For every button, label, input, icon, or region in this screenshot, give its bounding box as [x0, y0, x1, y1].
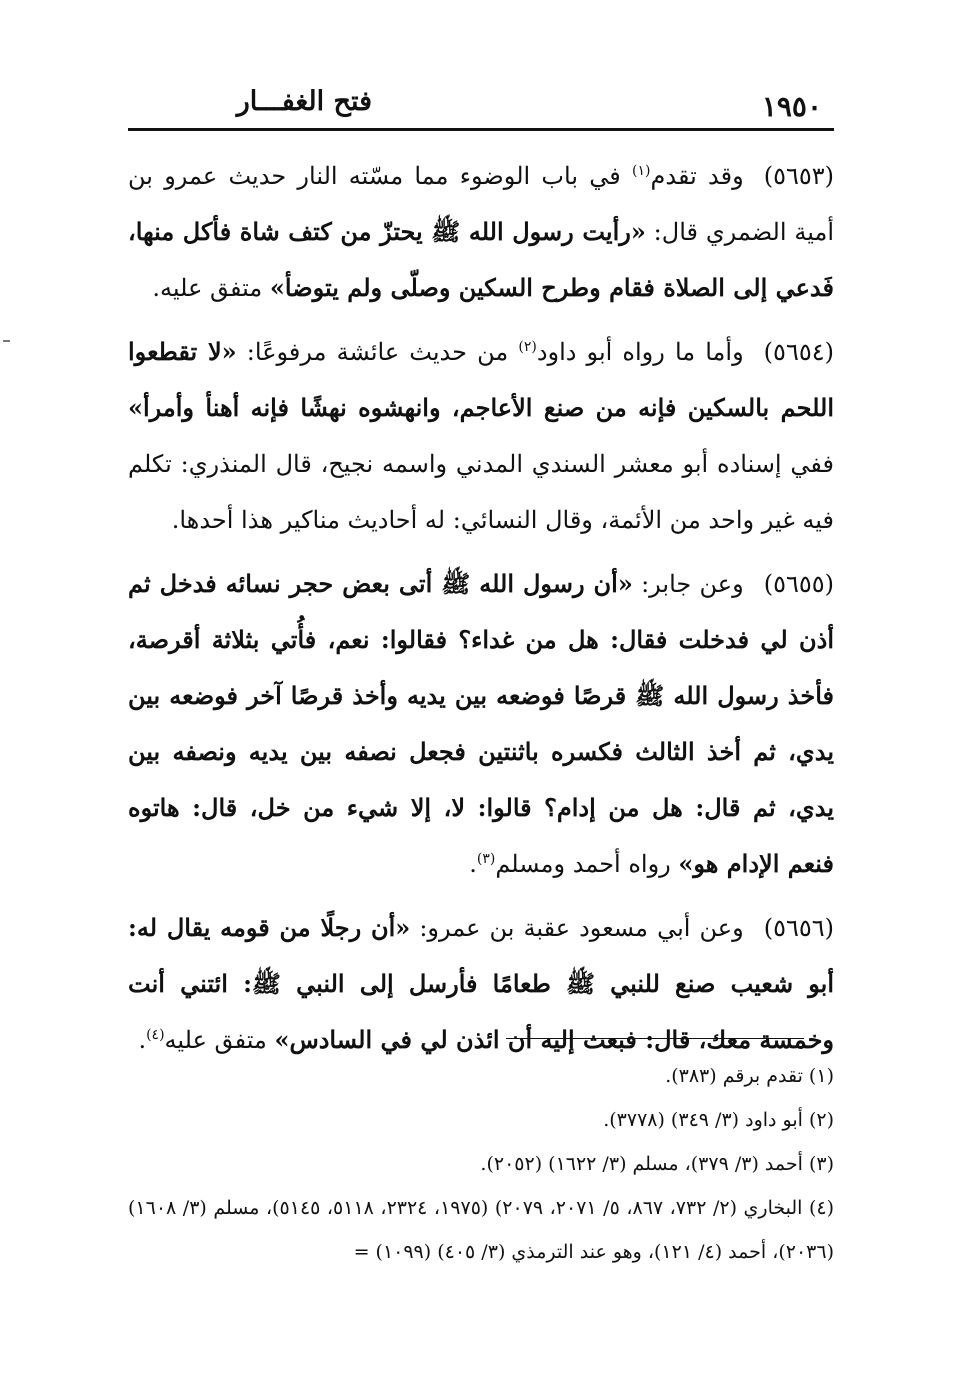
hadith-quote: «أن رسول الله ﷺ أتى بعض حجر نسائه فدخل ثم أذن لي فدخلت فقال: هل من غداء؟ فقالوا: نعم، فأُتي بثلاثة أقرصة، فأخذ رسول الله ﷺ قرصًا فوضعه بين يديه وأخذ قرصًا آخر فوضعه بين يدي، ثم أخذ الثالث فكسره باثنتين فجعل نصفه بين يديه ونصفه بين يدي، ثم قال: هل من إدام؟ قالوا: لا، إلا شيء من خل، قال: هاتوه فنعم الإدام هو» [128, 569, 834, 878]
footnote-1: (١) تقدم برقم (٣٨٣). [665, 1065, 834, 1087]
text-span: متفق عليه. [152, 274, 270, 302]
hadith-number: (٥٦٥٥) [763, 570, 835, 598]
paragraph-5653 [128, 148, 834, 316]
footnote-ref: (٣) [476, 851, 496, 867]
text-span: وأما ما رواه أبو داود [536, 338, 744, 366]
paragraph-5655 [128, 556, 834, 892]
hadith-quote: «لا تقطعوا اللحم بالسكين فإنه من صنع الأعاجم، وانهشوه نهشًا فإنه أهنأ وأمرأ» [128, 337, 834, 422]
footnote-separator [506, 1038, 804, 1039]
footnote-ref: (٤) [146, 1027, 165, 1043]
footnote-ref: (١) [632, 163, 651, 179]
text-span: . [138, 1026, 147, 1054]
hadith-number: (٥٦٥٣) [763, 162, 834, 190]
page-number: ١٩٥٠ [761, 90, 822, 123]
hadith-number: (٥٦٥٤) [763, 338, 834, 366]
text-span: وعن أبي مسعود عقبة بن عمرو: [410, 914, 744, 942]
paragraph-5654 [128, 324, 834, 548]
footnote-2: (٢) أبو داود (٣/ ٣٤٩) (٣٧٧٨). [603, 1109, 834, 1131]
text-span: ففي إسناده أبو معشر السندي المدني واسمه نجيح، قال المنذري: تكلم فيه غير واحد من الأئمة، وقال النسائي: له أحاديث مناكير هذا أحدها. [128, 450, 834, 534]
hadith-quote: «رأيت رسول الله ﷺ يحتزّ من كتف شاة فأكل منها، فَدعي إلى الصلاة فقام وطرح السكين وصلّى ولم يتوضأ» [128, 217, 834, 302]
text-span: وعن جابر: [632, 570, 744, 598]
page-header [128, 84, 834, 131]
footnote-4: (٤) البخاري (٢/ ٧٣٢، ٨٦٧، ٥/ ٢٠٧١، ٢٠٧٩) (١٩٧٥، ٢٣٢٤، ٥١١٨، ٥١٤٥)، مسلم (٣/ ١٦٠٨) (٢٠٣٦)، أحمد (٤/ ١٢١)، وهو عند الترمذي (٣/ ٤٠٥) (١٠٩٩) = [128, 1197, 835, 1263]
text-span: في باب الوضوء مما مسّته النار حديث عمرو بن أمية الضمري قال: [128, 162, 834, 246]
scan-edge-mark [3, 340, 10, 342]
text-span: رواه أحمد ومسلم [495, 850, 679, 878]
main-text [128, 148, 834, 1076]
running-title: فتح الغفـــار [236, 86, 372, 117]
paragraph-5656 [128, 900, 834, 1068]
footnote-3: (٣) أحمد (٣/ ٣٧٩)، مسلم (٣/ ١٦٢٢) (٢٠٥٢). [480, 1153, 834, 1175]
hadith-quote: «أن رجلًا من قومه يقال له: أبو شعيب صنع للنبي ﷺ طعامًا فأرسل إلى النبي ﷺ: ائتني أنت وخمسة معك، قال: فبعث إليه أن ائذن لي في السادس» [128, 913, 834, 1054]
footnote-ref: (٢) [518, 339, 537, 355]
text-span: من حديث عائشة مرفوعًا: [236, 338, 519, 366]
hadith-number: (٥٦٥٦) [763, 914, 834, 942]
text-span: متفق عليه [164, 1026, 275, 1054]
footnotes [128, 1054, 834, 1274]
text-span: وقد تقدم [650, 162, 744, 190]
text-span: . [469, 850, 477, 878]
